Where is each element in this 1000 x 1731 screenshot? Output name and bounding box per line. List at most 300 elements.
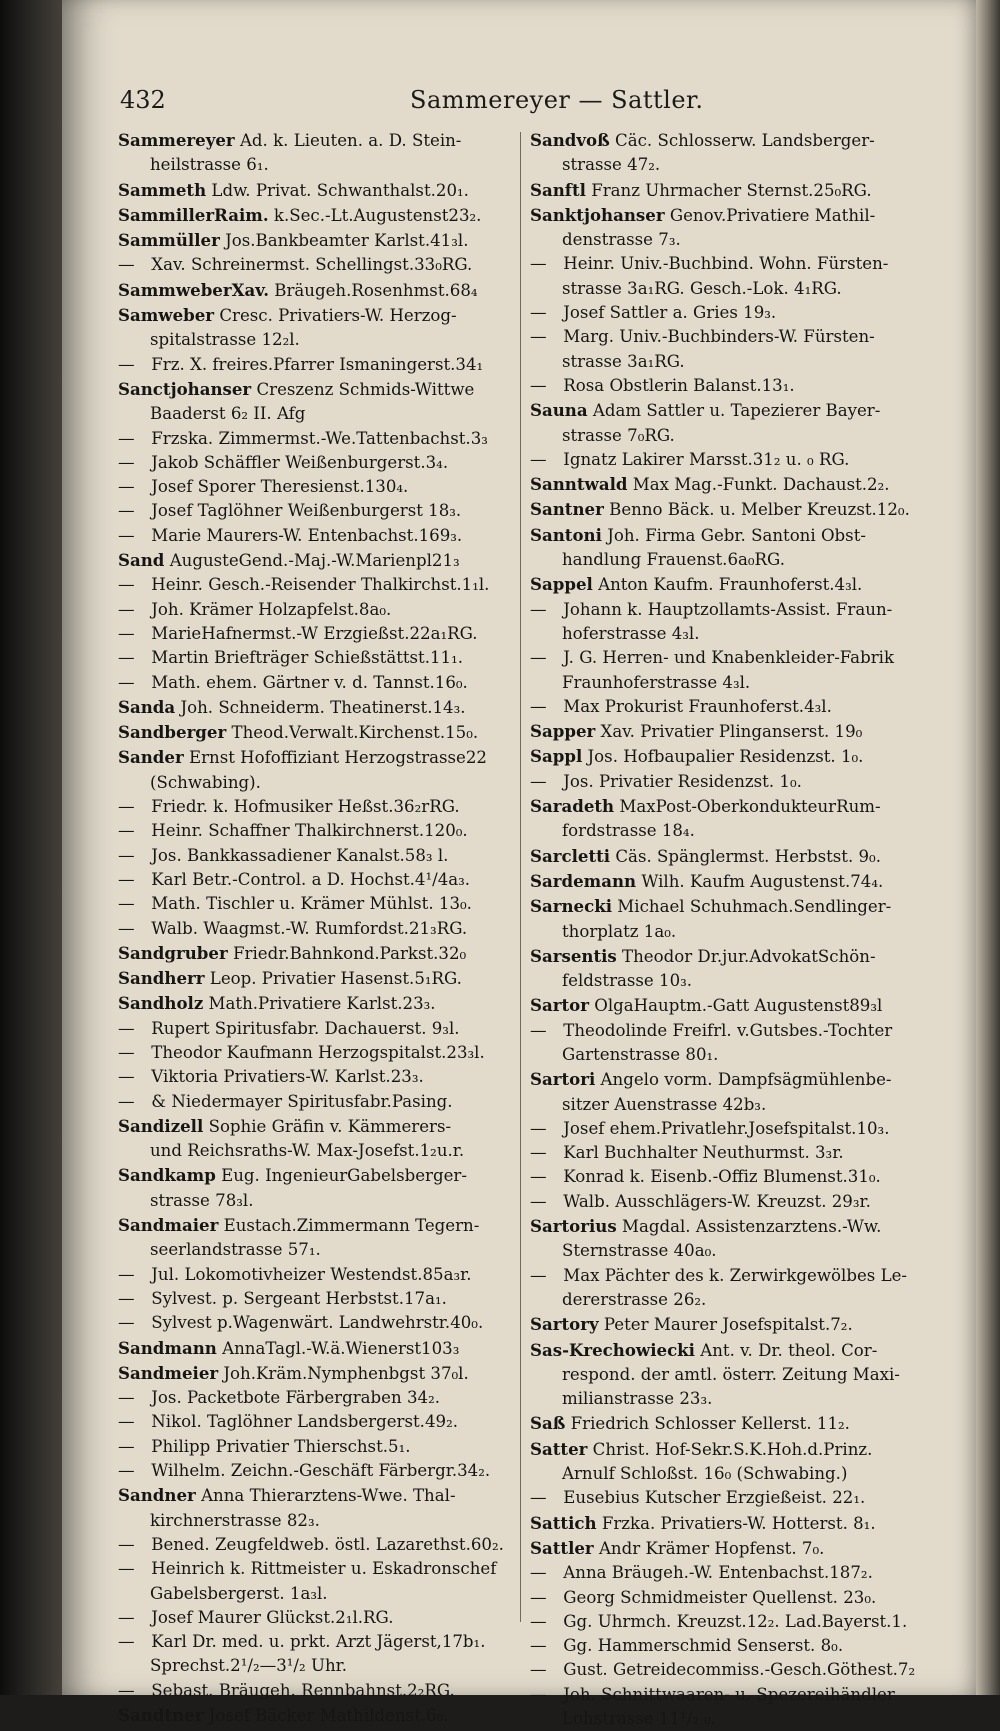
entry-line (118, 1630, 506, 1654)
directory-entry (530, 719, 918, 744)
entry-line (118, 1582, 506, 1606)
directory-entry (530, 374, 918, 398)
entry-text: Sebast. Bräugeh. Rennbahnst.2₂RG. (151, 1680, 455, 1700)
repeat-dash: — (530, 1191, 547, 1211)
entry-surname: Sandizell (118, 1115, 204, 1136)
column-divider (520, 132, 521, 1622)
directory-entry (118, 1606, 506, 1630)
repeat-dash: — (118, 1559, 135, 1579)
directory-entry (118, 253, 506, 277)
entry-text: Andr Krämer Hopfenst. 7₀. (598, 1538, 825, 1558)
directory-entry (118, 1533, 506, 1557)
directory-entry (530, 869, 918, 894)
directory-entry (530, 944, 918, 994)
directory-entry (118, 451, 506, 475)
directory-entry (118, 353, 506, 377)
entry-line (118, 499, 506, 523)
entry-line (530, 1363, 918, 1387)
entry-line (530, 228, 918, 252)
entry-line (530, 548, 918, 572)
directory-entry (118, 1483, 506, 1533)
entry-line (530, 374, 918, 398)
entry-line (530, 1043, 918, 1067)
entry-surname: Samweber (118, 305, 215, 326)
entry-text: Bräugeh.Rosenhmst.68₄ (274, 280, 478, 300)
entry-line (118, 1606, 506, 1630)
directory-entry (530, 1511, 918, 1536)
entry-text: Adam Sattler u. Tapezierer Bayer- (592, 401, 881, 421)
directory-entry (530, 1658, 918, 1682)
entry-surname: Sand (118, 550, 165, 571)
entry-surname: Sanctjohanser (118, 378, 252, 399)
entry-text: Josef Bäcker Mathildenst.6₀. (208, 1706, 449, 1725)
entry-text: Konrad k. Eisenb.-Offiz Blumenst.31₀. (563, 1167, 881, 1187)
entry-surname: Sammeth (118, 179, 207, 200)
entry-line (530, 869, 918, 894)
directory-entry (118, 303, 506, 353)
entry-text: Joh. Krämer Holzapfelst.8a₀. (151, 599, 392, 619)
entry-line (118, 475, 506, 499)
entry-surname: Sandner (118, 1485, 196, 1506)
directory-entry (530, 252, 918, 301)
directory-entry (118, 1065, 506, 1089)
entry-text: handlung Frauenst.6a₀RG. (562, 550, 785, 570)
entry-text: Karl Buchhalter Neuthurmst. 3₃r. (563, 1143, 844, 1163)
entry-line (530, 598, 918, 622)
entry-line (118, 353, 506, 377)
entry-text: Leop. Privatier Hasenst.5₁RG. (209, 969, 462, 989)
repeat-dash: — (530, 648, 547, 668)
entry-line (118, 1238, 506, 1262)
entry-line (118, 1361, 506, 1386)
entry-line (118, 402, 506, 426)
entry-surname: Sartorius (530, 1216, 617, 1237)
entry-text: Viktoria Privatiers-W. Karlst.23₃. (151, 1067, 424, 1087)
entry-line (530, 1610, 918, 1634)
repeat-dash: — (118, 1042, 135, 1062)
directory-entry (118, 475, 506, 499)
entry-surname: Sarcletti (530, 845, 611, 866)
entry-text: und Reichsraths-W. Max-Josefst.1₂u.r. (150, 1141, 465, 1161)
directory-entry (530, 178, 918, 203)
entry-text: AnnaTagl.-W.ä.Wienerst103₃ (222, 1338, 460, 1358)
entry-surname: Sattler (530, 1537, 594, 1558)
page-edge (976, 0, 1000, 1695)
entry-line (530, 1165, 918, 1189)
entry-line (530, 350, 918, 374)
entry-text: Marg. Univ.-Buchbinders-W. Fürsten- (563, 327, 875, 347)
directory-entry (118, 868, 506, 892)
entry-line (530, 472, 918, 497)
entry-text: Friedr.Bahnkond.Parkst.32₀ (233, 943, 467, 963)
repeat-dash: — (118, 672, 135, 692)
entry-surname: Sartor (530, 995, 589, 1016)
entry-text: Arnulf Schloßst. 16₀ (Schwabing.) (562, 1464, 848, 1484)
directory-entry (118, 1361, 506, 1386)
entry-line (118, 1090, 506, 1114)
entry-text: Anton Kaufm. Fraunhoferst.4₃l. (598, 575, 863, 595)
entry-line (118, 1459, 506, 1483)
entry-surname: Sartori (530, 1069, 596, 1090)
entry-text: Heinrich k. Rittmeister u. Eskadronschef (151, 1559, 497, 1579)
directory-entry (118, 646, 506, 670)
entry-text: Math. Tischler u. Krämer Mühlst. 13₀. (151, 894, 472, 914)
entry-surname: Sandtner (118, 1705, 204, 1725)
entry-line (530, 622, 918, 646)
repeat-dash: — (530, 1118, 547, 1138)
entry-line (530, 1093, 918, 1117)
directory-entry (530, 572, 918, 597)
entry-line (118, 228, 506, 253)
entry-surname: Sattich (530, 1512, 597, 1533)
entry-text: Heinr. Univ.-Buchbind. Wohn. Fürsten- (563, 254, 889, 274)
entry-surname: Sandvoß (530, 130, 610, 150)
entry-line (118, 377, 506, 402)
entry-line (530, 770, 918, 794)
entry-line (118, 671, 506, 695)
entry-text: Xav. Privatier Plinganserst. 19₀ (600, 722, 863, 742)
entry-line (118, 1065, 506, 1089)
entry-text: Josef Maurer Glückst.2₁l.RG. (151, 1607, 394, 1627)
entry-line (530, 1536, 918, 1561)
entry-surname: Sarsentis (530, 945, 617, 966)
directory-entry (530, 448, 918, 472)
entry-text: Ernst Hofoffiziant Herzogstrasse22 (188, 748, 487, 768)
entry-line (118, 941, 506, 966)
repeat-dash: — (118, 623, 135, 643)
repeat-dash: — (530, 449, 547, 469)
entry-text: Creszenz Schmids-Wittwe (256, 379, 475, 399)
entry-line (530, 1561, 918, 1585)
repeat-dash: — (118, 477, 135, 497)
entry-text: Sylvest. p. Sergeant Herbstst.17a₁. (151, 1288, 447, 1308)
entry-line (118, 153, 506, 177)
repeat-dash: — (530, 1265, 547, 1285)
entry-line (530, 1312, 918, 1337)
entry-text: Karl Betr.-Control. a D. Hochst.4¹/4a₃. (151, 869, 471, 889)
entry-text: Eustach.Zimmermann Tegern- (223, 1216, 480, 1236)
directory-entry (530, 1067, 918, 1117)
entry-text: Sprechst.2¹/₂—3¹/₂ Uhr. (150, 1656, 348, 1676)
entry-text: Josef Sattler a. Gries 19₃. (563, 303, 777, 323)
directory-entry (530, 598, 918, 647)
entry-surname: Sauna (530, 400, 588, 421)
entry-line (118, 1435, 506, 1459)
entry-text: Heinr. Schaffner Thalkirchnerst.120₀. (151, 821, 468, 841)
entry-text: Ad. k. Lieuten. a. D. Stein- (239, 131, 462, 150)
entry-line (530, 969, 918, 993)
entry-surname: Sandkamp (118, 1165, 216, 1186)
repeat-dash: — (118, 1607, 135, 1627)
repeat-dash: — (530, 1611, 547, 1631)
entry-text: MarieHafnermst.-W Erzgießst.22a₁RG. (151, 623, 478, 643)
entry-line (118, 178, 506, 203)
entry-line (530, 1387, 918, 1411)
entry-text: Sylvest p.Wagenwärt. Landwehrstr.40₀. (151, 1313, 484, 1333)
directory-entry (530, 1437, 918, 1487)
entry-text: strasse 78₃l. (150, 1190, 254, 1210)
directory-entry (118, 499, 506, 523)
entry-text: Eusebius Kutscher Erzgießeist. 22₁. (563, 1488, 866, 1508)
entry-text: sitzer Auenstrasse 42b₃. (562, 1094, 767, 1114)
entry-text: Lohstrasse 11¹/₂ ₀. (562, 1709, 717, 1728)
right-column (530, 128, 918, 1731)
entry-line (530, 1019, 918, 1043)
entry-line (530, 1214, 918, 1239)
entry-text: heilstrasse 6₁. (150, 155, 269, 175)
repeat-dash: — (530, 303, 547, 323)
entry-text: Sternstrasse 40a₀. (562, 1241, 717, 1261)
entry-line (530, 1411, 918, 1436)
entry-line (530, 497, 918, 522)
directory-entry (530, 523, 918, 573)
entry-surname: Sandmeier (118, 1362, 219, 1383)
entry-text: Theodor Kaufmann Herzogspitalst.23₃l. (151, 1042, 485, 1062)
directory-entry (530, 1117, 918, 1141)
entry-text: Georg Schmidmeister Quellenst. 23₀. (563, 1587, 877, 1607)
repeat-dash: — (530, 375, 547, 395)
entry-line (530, 252, 918, 276)
entry-text: Gg. Hammerschmid Senserst. 8₀. (563, 1636, 844, 1656)
directory-entry (530, 1610, 918, 1634)
repeat-dash: — (530, 1636, 547, 1656)
entry-text: Friedrich Schlosser Kellerst. 11₂. (570, 1414, 850, 1434)
entry-line (530, 993, 918, 1018)
directory-entry (118, 1703, 506, 1728)
directory-entry (118, 1263, 506, 1287)
entry-surname: Sappel (530, 574, 593, 595)
entry-surname: Sapper (530, 721, 596, 742)
entry-text: Jos.Bankbeamter Karlst.41₃l. (225, 231, 469, 251)
entry-text: spitalstrasse 12₂l. (150, 330, 300, 350)
entry-text: Josef ehem.Privatlehr.Josefspitalst.10₃. (563, 1118, 890, 1138)
entry-line (118, 966, 506, 991)
repeat-dash: — (530, 696, 547, 716)
entry-text: Joh. Schnittwaaren- u. Spezereihändler (563, 1684, 895, 1704)
repeat-dash: — (118, 1018, 135, 1038)
entry-line (118, 1017, 506, 1041)
entry-text: Bened. Zeugfeldweb. östl. Lazarethst.60₂. (151, 1534, 504, 1554)
entry-surname: Sandmann (118, 1337, 217, 1358)
repeat-dash: — (118, 1091, 135, 1111)
entry-text: Jos. Privatier Residenzst. 1₀. (563, 771, 802, 791)
entry-line (118, 1213, 506, 1238)
entry-line (530, 128, 918, 153)
entry-line (118, 991, 506, 1016)
entry-line (118, 795, 506, 819)
entry-line (530, 695, 918, 719)
entry-line (530, 1462, 918, 1486)
repeat-dash: — (530, 1143, 547, 1163)
entry-line (530, 1511, 918, 1536)
entry-line (530, 819, 918, 843)
entry-text: Karl Dr. med. u. prkt. Arzt Jägerst,17b₁. (151, 1632, 486, 1652)
repeat-dash: — (118, 354, 135, 374)
entry-text: Jos. Packetbote Färbergraben 34₂. (151, 1388, 440, 1408)
directory-entry (530, 325, 918, 374)
entry-line (530, 1239, 918, 1263)
entry-surname: Sammereyer (118, 130, 235, 150)
repeat-dash: — (118, 501, 135, 521)
entry-line (118, 598, 506, 622)
entry-line (530, 1437, 918, 1462)
directory-entry (118, 1090, 506, 1114)
entry-text: Magdal. Assistenzarztens.-Ww. (621, 1217, 882, 1237)
entry-line (530, 301, 918, 325)
entry-text: Genov.Privatiere Mathil- (669, 205, 876, 225)
directory-entry (118, 1386, 506, 1410)
entry-text: OlgaHauptm.-Gatt Augustenst89₃l (594, 996, 883, 1016)
entry-line (118, 548, 506, 573)
directory-entry (530, 1312, 918, 1337)
directory-entry (530, 128, 918, 178)
entry-line (118, 1410, 506, 1434)
book-spine (0, 0, 62, 1695)
entry-line (530, 424, 918, 448)
entry-text: Rosa Obstlerin Balanst.13₁. (563, 375, 795, 395)
repeat-dash: — (118, 1264, 135, 1284)
repeat-dash: — (530, 327, 547, 347)
directory-entry (118, 178, 506, 203)
page-header (120, 86, 900, 122)
entry-text: J. G. Herren- und Knabenkleider-Fabrik (563, 648, 894, 668)
entry-text: Josef Sporer Theresienst.130₄. (151, 477, 409, 497)
repeat-dash: — (118, 1632, 135, 1652)
entry-surname: Satter (530, 1438, 588, 1459)
directory-entry (118, 598, 506, 622)
entry-text: feldstrasse 10₃. (562, 971, 693, 991)
entry-text: Frz. X. freires.Pfarrer Ismaningerst.34₁ (151, 354, 484, 374)
entry-text: Cäc. Schlosserw. Landsberger- (615, 131, 875, 150)
directory-entry (118, 966, 506, 991)
entry-line (118, 1703, 506, 1728)
entry-line (530, 178, 918, 203)
entry-surname: SammweberXav. (118, 279, 269, 300)
entry-line (118, 451, 506, 475)
entry-line (530, 920, 918, 944)
entry-text: Michael Schuhmach.Sendlinger- (617, 897, 892, 917)
repeat-dash: — (530, 1587, 547, 1607)
directory-entry (530, 1536, 918, 1561)
entry-line (118, 892, 506, 916)
repeat-dash: — (118, 1436, 135, 1456)
directory-entry (530, 1264, 918, 1313)
entry-text: strasse 7₀RG. (562, 425, 675, 445)
directory-entry (118, 1213, 506, 1263)
entry-line (530, 1190, 918, 1214)
directory-entry (530, 1190, 918, 1214)
directory-entry (530, 398, 918, 448)
entry-text: Anna Thierarztens-Wwe. Thal- (201, 1486, 456, 1506)
directory-entry (530, 1338, 918, 1412)
entry-text: hoferstrasse 4₃l. (562, 623, 700, 643)
directory-entry (118, 427, 506, 451)
entry-line (530, 1117, 918, 1141)
entry-text: Baaderst 6₂ II. Afg (150, 404, 306, 424)
entry-text: Jos. Bankkassadiener Kanalst.58₃ l. (151, 845, 449, 865)
directory-entry (530, 1141, 918, 1165)
entry-text: Gartenstrasse 80₁. (562, 1044, 719, 1064)
page-number: 432 (120, 86, 166, 114)
entry-line (530, 1067, 918, 1092)
directory-entry (118, 1679, 506, 1703)
entry-text: milianstrasse 23₃. (562, 1389, 713, 1409)
directory-entry (118, 203, 506, 228)
entry-text: Wilhelm. Zeichn.-Geschäft Färbergr.34₂. (151, 1461, 491, 1481)
directory-entry (118, 622, 506, 646)
entry-text: respond. der amtl. österr. Zeitung Maxi- (562, 1364, 900, 1384)
directory-entry (530, 1214, 918, 1264)
entry-line (530, 398, 918, 423)
entry-text: Ldw. Privat. Schwanthalst.20₁. (211, 180, 469, 200)
entry-line (118, 695, 506, 720)
entry-text: Gg. Uhrmch. Kreuzst.12₂. Lad.Bayerst.1. (563, 1611, 908, 1631)
directory-entry (530, 203, 918, 253)
directory-entry (530, 1019, 918, 1068)
repeat-dash: — (530, 1167, 547, 1187)
entry-text: Theod.Verwalt.Kirchenst.15₀. (231, 723, 479, 743)
repeat-dash: — (530, 1488, 547, 1508)
entry-text: Joh. Schneiderm. Theatinerst.14₃. (180, 697, 466, 717)
entry-line (530, 448, 918, 472)
entry-text: Frzska. Zimmermst.-We.Tattenbachst.3₃ (151, 428, 488, 448)
entry-line (118, 1386, 506, 1410)
entry-line (530, 523, 918, 548)
directory-entry (118, 1630, 506, 1679)
directory-entry (118, 795, 506, 819)
entry-surname: Saß (530, 1413, 566, 1434)
entry-text: kirchnerstrasse 82₃. (150, 1510, 320, 1530)
entry-line (530, 1338, 918, 1363)
repeat-dash: — (118, 845, 135, 865)
entry-text: strasse 3a₁RG. Gesch.-Lok. 4₁RG. (562, 278, 842, 298)
entry-text: k.Sec.-Lt.Augustenst23₂. (273, 205, 482, 225)
directory-entry (530, 646, 918, 695)
entry-line (118, 1041, 506, 1065)
entry-surname: Sappl (530, 746, 583, 767)
directory-entry (530, 993, 918, 1018)
entry-text: Friedr. k. Hofmusiker Heßst.36₂rRG. (151, 797, 460, 817)
entry-surname: Sander (118, 747, 184, 768)
entry-line (530, 277, 918, 301)
entry-text: Math.Privatiere Karlst.23₃. (208, 994, 436, 1014)
entry-line (118, 1336, 506, 1361)
repeat-dash: — (118, 1534, 135, 1554)
repeat-dash: — (118, 797, 135, 817)
entry-text: Philipp Privatier Thierschst.5₁. (151, 1436, 411, 1456)
entry-text: Martin Briefträger Schießstättst.11₁. (151, 648, 464, 668)
entry-text: Cresc. Privatiers-W. Herzog- (219, 306, 457, 326)
directory-entry (530, 695, 918, 719)
directory-entry (530, 1486, 918, 1510)
entry-line (118, 253, 506, 277)
directory-entry (118, 1410, 506, 1434)
entry-line (118, 328, 506, 352)
directory-entry (118, 720, 506, 745)
entry-line (530, 646, 918, 670)
entry-surname: Sartory (530, 1314, 599, 1335)
entry-line (118, 1114, 506, 1139)
entry-text: strasse 47₂. (562, 155, 661, 175)
entry-text: Peter Maurer Josefspitalst.7₂. (603, 1315, 853, 1335)
repeat-dash: — (118, 452, 135, 472)
repeat-dash: — (118, 1388, 135, 1408)
directory-entry (118, 1017, 506, 1041)
entry-line (530, 894, 918, 919)
entry-line (118, 771, 506, 795)
running-title: Sammereyer — Sattler. (410, 86, 704, 114)
repeat-dash: — (118, 575, 135, 595)
